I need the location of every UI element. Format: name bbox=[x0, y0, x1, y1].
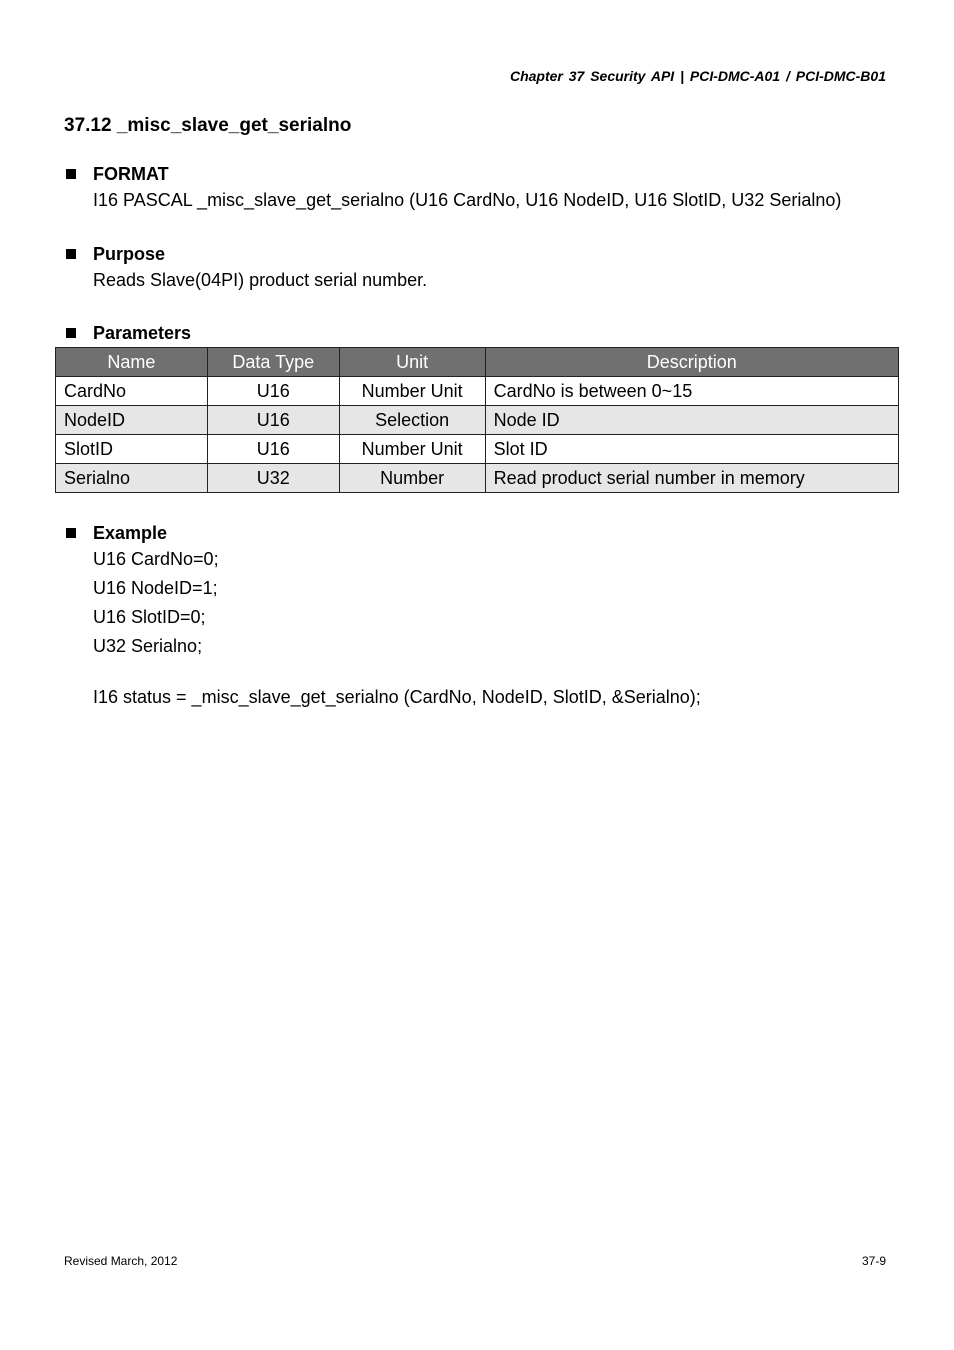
cell-unit: Number Unit bbox=[339, 377, 485, 406]
table-row bbox=[56, 435, 899, 464]
cell-description: CardNo is between 0~15 bbox=[485, 377, 898, 406]
page-number: 37-9 bbox=[861, 1254, 886, 1268]
parameters-section bbox=[64, 321, 191, 345]
column-header-data-type: Data Type bbox=[207, 348, 339, 377]
cell-data-type: U16 bbox=[207, 377, 339, 406]
purpose-section bbox=[64, 242, 427, 295]
revision-date: Revised March, 2012 bbox=[64, 1254, 178, 1268]
format-signature: I16 PASCAL _misc_slave_get_serialno (U16 CardNo, U16 NodeID, U16 SlotID, U32 Serialno) bbox=[93, 190, 842, 210]
cell-data-type: U16 bbox=[207, 435, 339, 464]
table-header-row bbox=[56, 348, 899, 377]
cell-name: CardNo bbox=[56, 377, 208, 406]
parameters-table bbox=[55, 347, 899, 493]
bullet-square-icon bbox=[66, 169, 76, 179]
column-header-description: Description bbox=[485, 348, 898, 377]
cell-data-type: U32 bbox=[207, 464, 339, 493]
column-header-name: Name bbox=[56, 348, 208, 377]
cell-name: Serialno bbox=[56, 464, 208, 493]
cell-description: Read product serial number in memory bbox=[485, 464, 898, 493]
bullet-square-icon bbox=[66, 249, 76, 259]
example-code-line: U32 Serialno; bbox=[93, 636, 203, 656]
example-call-line: I16 status = _misc_slave_get_serialno (CardNo, NodeID, SlotID, &Serialno); bbox=[93, 687, 701, 707]
cell-data-type: U16 bbox=[207, 406, 339, 435]
cell-name: SlotID bbox=[56, 435, 208, 464]
cell-unit: Number Unit bbox=[339, 435, 485, 464]
purpose-text: Reads Slave(04PI) product serial number. bbox=[93, 270, 428, 290]
example-code-line: U16 NodeID=1; bbox=[93, 578, 218, 598]
purpose-heading: Purpose bbox=[93, 243, 166, 264]
example-code-line: U16 SlotID=0; bbox=[93, 607, 206, 627]
bullet-square-icon bbox=[66, 528, 76, 538]
parameters-heading: Parameters bbox=[93, 322, 192, 343]
example-section bbox=[64, 521, 701, 712]
cell-unit: Number bbox=[339, 464, 485, 493]
cell-name: NodeID bbox=[56, 406, 208, 435]
section-title: 37.12 _misc_slave_get_serialno bbox=[64, 115, 352, 136]
table-row bbox=[56, 377, 899, 406]
bullet-square-icon bbox=[66, 328, 76, 338]
column-header-unit: Unit bbox=[339, 348, 485, 377]
cell-description: Slot ID bbox=[485, 435, 898, 464]
table-row bbox=[56, 406, 899, 435]
cell-description: Node ID bbox=[485, 406, 898, 435]
example-heading: Example bbox=[93, 522, 168, 543]
table-row bbox=[56, 464, 899, 493]
chapter-header: Chapter 37 Security API | PCI-DMC-A01 / PCI-DMC-B01 bbox=[509, 68, 886, 84]
format-section bbox=[64, 162, 841, 215]
cell-unit: Selection bbox=[339, 406, 485, 435]
format-heading: FORMAT bbox=[93, 163, 169, 184]
example-code-line: U16 CardNo=0; bbox=[93, 549, 219, 569]
